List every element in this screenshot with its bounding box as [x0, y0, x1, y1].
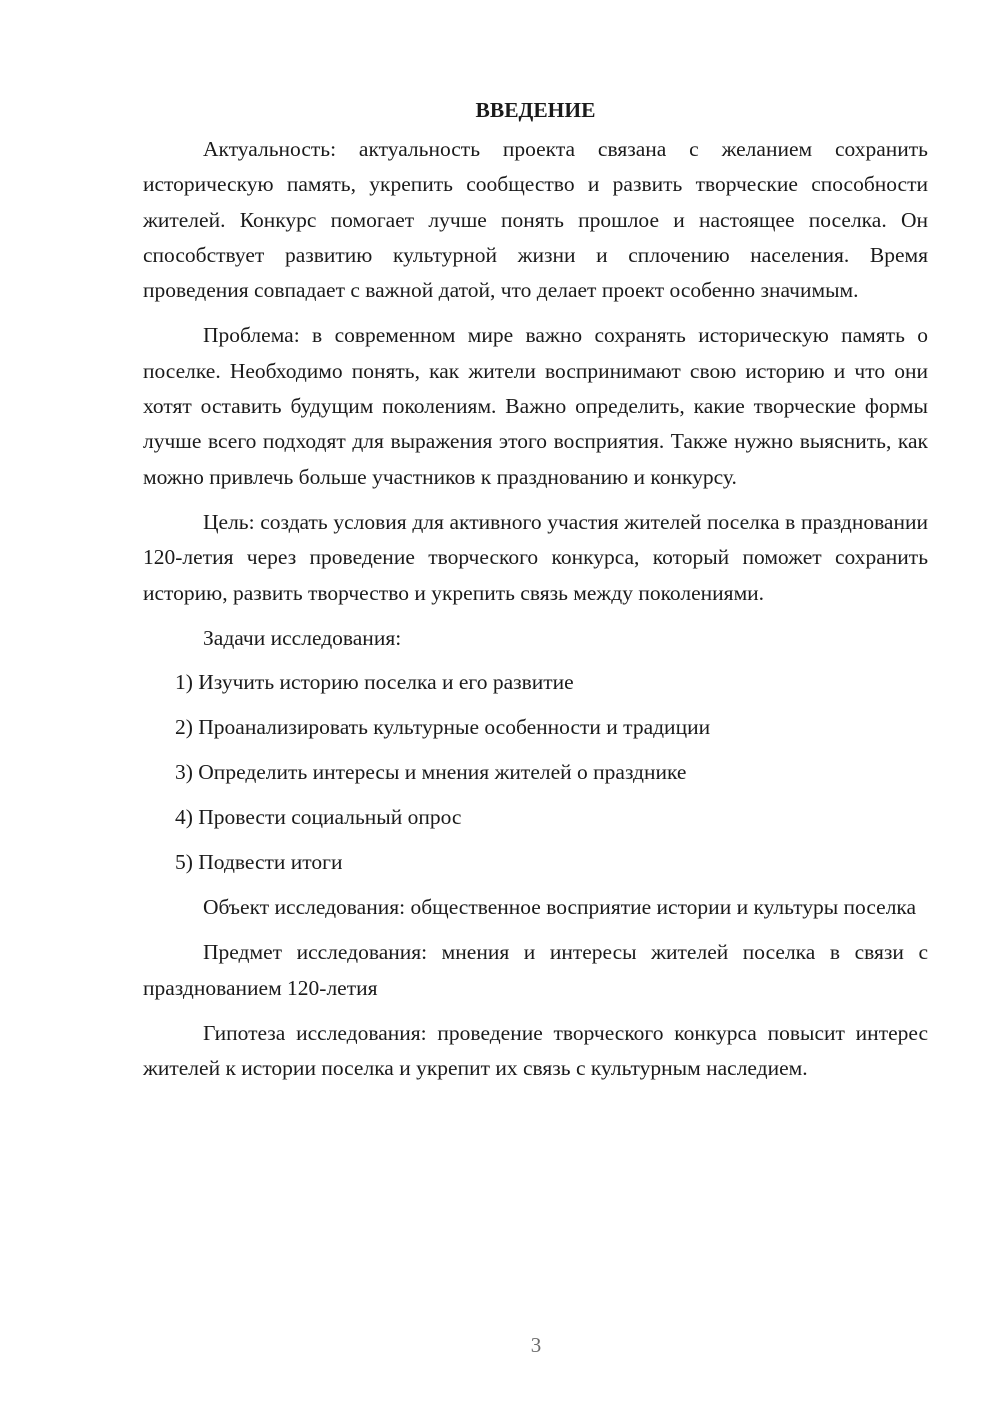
- paragraph-relevance: Актуальность: актуальность проекта связана с желанием сохранить историческую память, укрепить сообщество и развить творческие способности жителей. Конкурс помогает лучше понять прошлое и настоящее поселка. Он способствует развитию культурной жизни и сплочению населения. Время проведения совпадает с важной датой, что делает проект особенно значимым.: [143, 137, 928, 303]
- section-heading: ВВЕДЕНИЕ: [475, 98, 596, 122]
- task-item: 4) Провести социальный опрос: [175, 804, 462, 829]
- paragraph-subject: Предмет исследования: мнения и интересы жителей поселка в связи с празднованием 120-летия: [143, 940, 928, 1000]
- tasks-list: [143, 665, 928, 880]
- paragraph-object: Объект исследования: общественное восприятие истории и культуры поселка: [203, 895, 917, 920]
- tasks-title: Задачи исследования:: [203, 625, 402, 650]
- task-item: 2) Проанализировать культурные особенности и традиции: [175, 715, 711, 740]
- paragraph-hypothesis: Гипотеза исследования: проведение творческого конкурса повысит интерес жителей к истории поселка и укрепит их связь с культурным наследием.: [143, 1020, 928, 1081]
- task-item: 3) Определить интересы и мнения жителей о празднике: [175, 759, 687, 784]
- paragraph-problem: Проблема: в современном мире важно сохранять историческую память о поселке. Необходимо понять, как жители воспринимают свою историю и что они хотят оставить будущим поколениям. Важно определить, какие творческие формы лучше всего подходят для выражения этого восприятия. Также нужно выяснить, как можно привлечь больше участников к празднованию и конкурсу.: [143, 323, 928, 489]
- page-content: [143, 92, 928, 1087]
- paragraph-goal: Цель: создать условия для активного участия жителей поселка в праздновании 120-летия через проведение творческого конкурса, который поможет сохранить историю, развить творчество и укрепить связь между поколениями.: [143, 509, 928, 605]
- task-item: 5) Подвести итоги: [175, 849, 343, 874]
- task-item: 1) Изучить историю поселка и его развитие: [175, 670, 574, 695]
- page-number: 3: [530, 1333, 542, 1357]
